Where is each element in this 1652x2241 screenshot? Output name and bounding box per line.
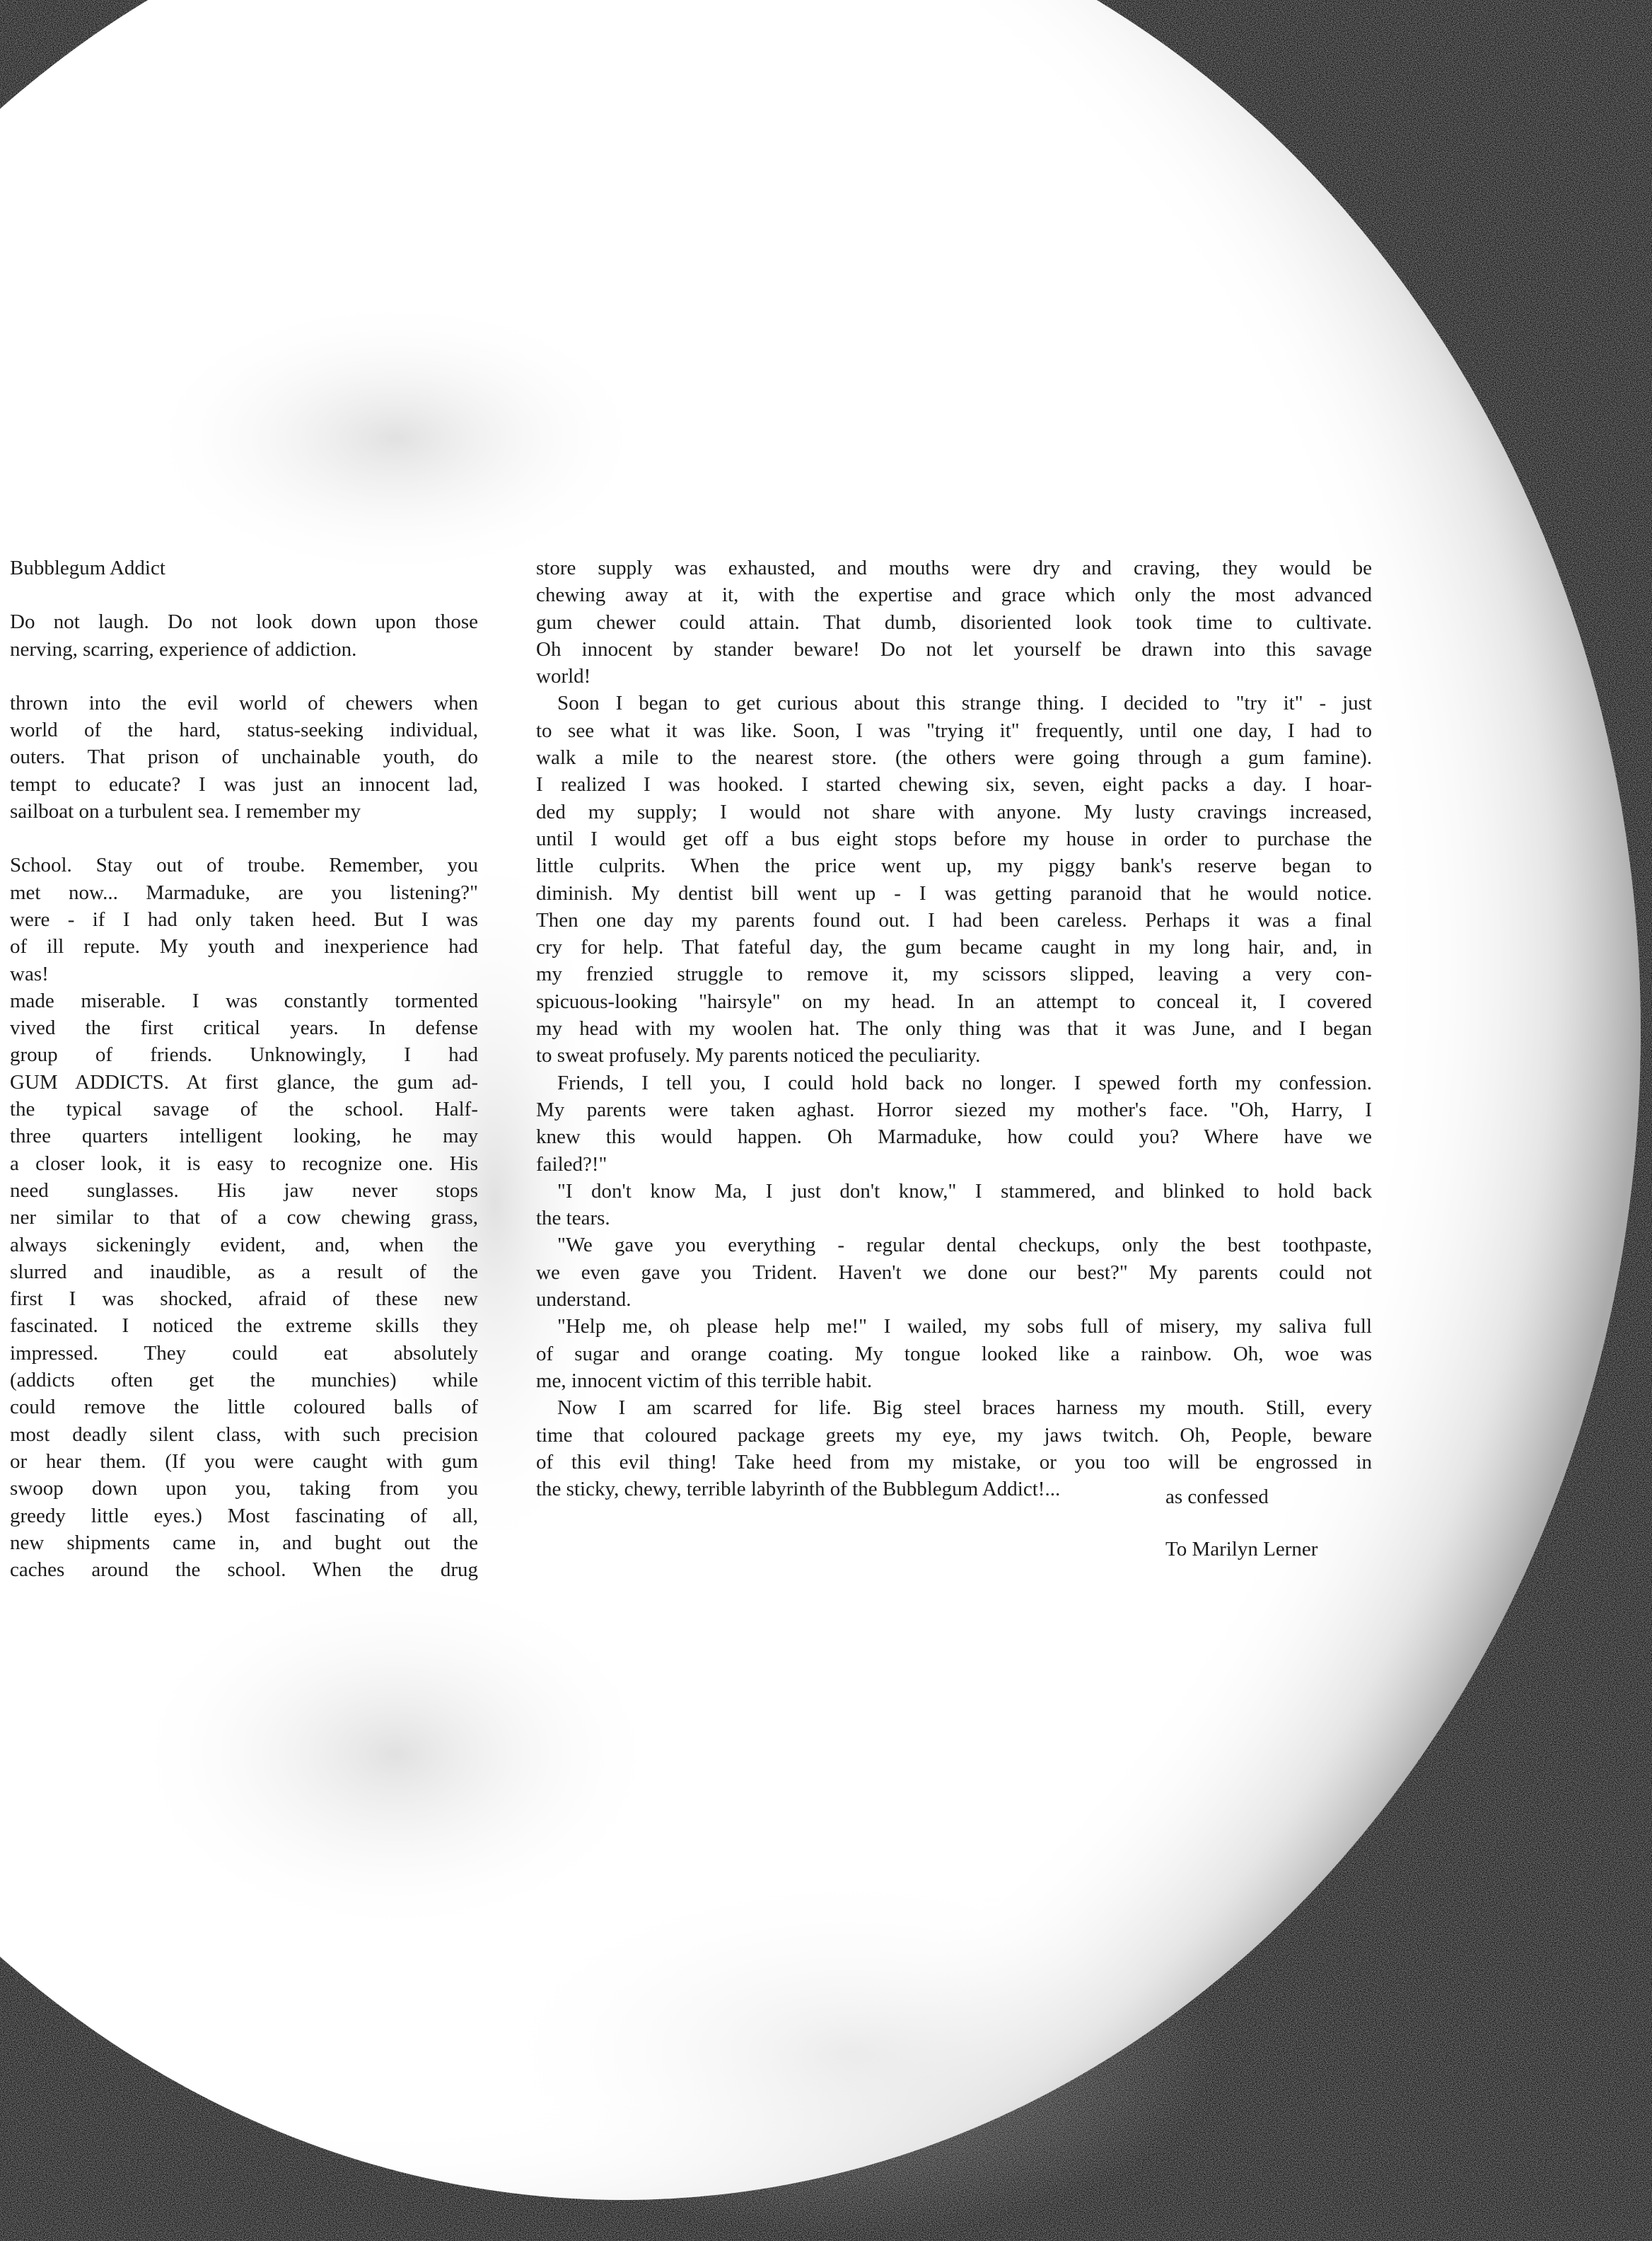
text-line: thrown into the evil world of chewers when xyxy=(10,691,478,714)
text-line: vived the first critical years. In defense xyxy=(10,1017,478,1040)
text-line: met now... Marmaduke, are you listening?" xyxy=(10,881,478,904)
text-line: Friends, I tell you, I could hold back no longer. I spewed forth my confession. xyxy=(557,1071,1372,1094)
text-line: little culprits. When the price went up, my piggy bank's reserve began to xyxy=(536,855,1372,878)
signoff-as-confessed: as confessed xyxy=(1165,1486,1269,1508)
text-line: walk a mile to the nearest store. (the others were going through a gum famine). xyxy=(536,746,1372,770)
text-line: of sugar and orange coating. My tongue looked like a rainbow. Oh, woe was xyxy=(536,1342,1372,1365)
article-right-column xyxy=(536,555,1372,1502)
text-line: most deadly silent class, with such precision xyxy=(10,1423,478,1446)
text-line: of ill repute. My youth and inexperience had xyxy=(10,935,478,959)
text-line: Do not laugh. Do not look down upon those xyxy=(10,610,478,634)
text-line: impressed. They could eat absolutely xyxy=(10,1341,478,1365)
text-line: slurred and inaudible, as a result of the xyxy=(10,1260,478,1283)
text-line: fascinated. I noticed the extreme skills they xyxy=(10,1314,478,1338)
text-line: I realized I was hooked. I started chewing six, seven, eight packs a day. I hoar- xyxy=(536,773,1372,797)
text-line: My parents were taken aghast. Horror siezed my mother's face. "Oh, Harry, I xyxy=(536,1098,1372,1121)
text-line: Soon I began to get curious about this strange thing. I decided to "try it" - just xyxy=(557,692,1372,715)
text-line: to see what it was like. Soon, I was "trying it" frequently, until one day, I had to xyxy=(536,719,1372,742)
text-line: Now I am scarred for life. Big steel braces harness my mouth. Still, every xyxy=(557,1396,1372,1420)
text-line: outers. That prison of unchainable youth, do xyxy=(10,746,478,769)
text-line: world of the hard, status-seeking individual, xyxy=(10,719,478,742)
text-line: tempt to educate? I was just an innocent lad, xyxy=(10,772,478,796)
paragraph-gap xyxy=(10,581,478,608)
text-line: "Help me, oh please help me!" I wailed, my sobs full of misery, my saliva full xyxy=(557,1315,1372,1338)
text-line: first I was shocked, afraid of these new xyxy=(10,1287,478,1311)
text-line: swoop down upon you, taking from you xyxy=(10,1477,478,1500)
text-line: or hear them. (If you were caught with gum xyxy=(10,1449,478,1473)
text-line: gum chewer could attain. That dumb, disoriented look took time to cultivate. xyxy=(536,610,1372,634)
text-line: to sweat profusely. My parents noticed the peculiarity. xyxy=(536,1044,981,1067)
text-line: three quarters intelligent looking, he may xyxy=(10,1125,478,1148)
text-line: were - if I had only taken heed. But I was xyxy=(10,908,478,931)
text-line: my frenzied struggle to remove it, my scissors slipped, leaving a very con- xyxy=(536,963,1372,986)
text-line: diminish. My dentist bill went up - I was getting paranoid that he would notice. xyxy=(536,881,1372,905)
text-line: ded my supply; I would not share with anyone. My lusty cravings increased, xyxy=(536,800,1372,823)
text-line: sailboat on a turbulent sea. I remember my xyxy=(10,800,361,823)
text-line: of this evil thing! Take heed from my mistake, or you too will be engrossed in xyxy=(536,1450,1372,1473)
paragraph-gap xyxy=(10,825,478,852)
text-line: a closer look, it is easy to recognize one. His xyxy=(10,1152,478,1175)
text-line: spicuous-looking "hairsyle" on my head. In an attempt to conceal it, I covered xyxy=(536,990,1372,1013)
text-line: School. Stay out of troube. Remember, you xyxy=(10,854,478,877)
text-line: made miserable. I was constantly tormented xyxy=(10,989,478,1012)
text-line: failed?!" xyxy=(536,1152,607,1176)
text-line: greedy little eyes.) Most fascinating of all, xyxy=(10,1504,478,1527)
text-line: store supply was exhausted, and mouths were dry and craving, they would be xyxy=(536,557,1372,579)
text-line: always sickeningly evident, and, when the xyxy=(10,1233,478,1256)
text-line: need sunglasses. His jaw never stops xyxy=(10,1179,478,1202)
text-line: nerving, scarring, experience of addiction. xyxy=(10,637,357,661)
text-line: group of friends. Unknowingly, I had xyxy=(10,1043,478,1067)
text-line: GUM ADDICTS. At first glance, the gum ad- xyxy=(10,1070,478,1094)
text-line: we even gave you Trident. Haven't we done our best?" My parents could not xyxy=(536,1261,1372,1284)
text-line: the sticky, chewy, terrible labyrinth of the Bubblegum Addict!... xyxy=(536,1478,1061,1501)
text-line: cry for help. That fateful day, the gum became caught in my long hair, and, in xyxy=(536,936,1372,959)
text-line: caches around the school. When the drug xyxy=(10,1558,478,1582)
text-line: Then one day my parents found out. I had been careless. Perhaps it was a final xyxy=(536,908,1372,932)
text-line: "I don't know Ma, I just don't know," I stammered, and blinked to hold back xyxy=(557,1179,1372,1203)
text-line: was! xyxy=(10,962,49,985)
text-line: ner similar to that of a cow chewing grass, xyxy=(10,1206,478,1229)
text-line: chewing away at it, with the expertise and grace which only the most advanced xyxy=(536,584,1372,607)
paragraph-gap xyxy=(10,663,478,690)
text-line: time that coloured package greets my eye, my jaws twitch. Oh, People, beware xyxy=(536,1423,1372,1447)
dedication-line: To Marilyn Lerner xyxy=(1165,1538,1318,1560)
text-line: world! xyxy=(536,665,591,688)
text-line: understand. xyxy=(536,1288,632,1311)
text-line: the typical savage of the school. Half- xyxy=(10,1098,478,1121)
text-line: knew this would happen. Oh Marmaduke, how could you? Where have we xyxy=(536,1125,1372,1149)
text-line: the tears. xyxy=(536,1207,610,1230)
text-line: Oh innocent by stander beware! Do not let yourself be drawn into this savage xyxy=(536,637,1372,661)
text-line: could remove the little coloured balls of xyxy=(10,1396,478,1419)
text-line: until I would get off a bus eight stops before my house in order to purchase the xyxy=(536,827,1372,850)
text-line: (addicts often get the munchies) while xyxy=(10,1369,478,1392)
text-line: new shipments came in, and bught out the xyxy=(10,1531,478,1554)
text-line: my head with my woolen hat. The only thing was that it was June, and I began xyxy=(536,1017,1372,1041)
text-line: "We gave you everything - regular dental checkups, only the best toothpaste, xyxy=(557,1234,1372,1257)
article-left-column xyxy=(10,555,478,1583)
text-line: me, innocent victim of this terrible habit. xyxy=(536,1369,873,1392)
text-line: Bubblegum Addict xyxy=(10,557,165,579)
